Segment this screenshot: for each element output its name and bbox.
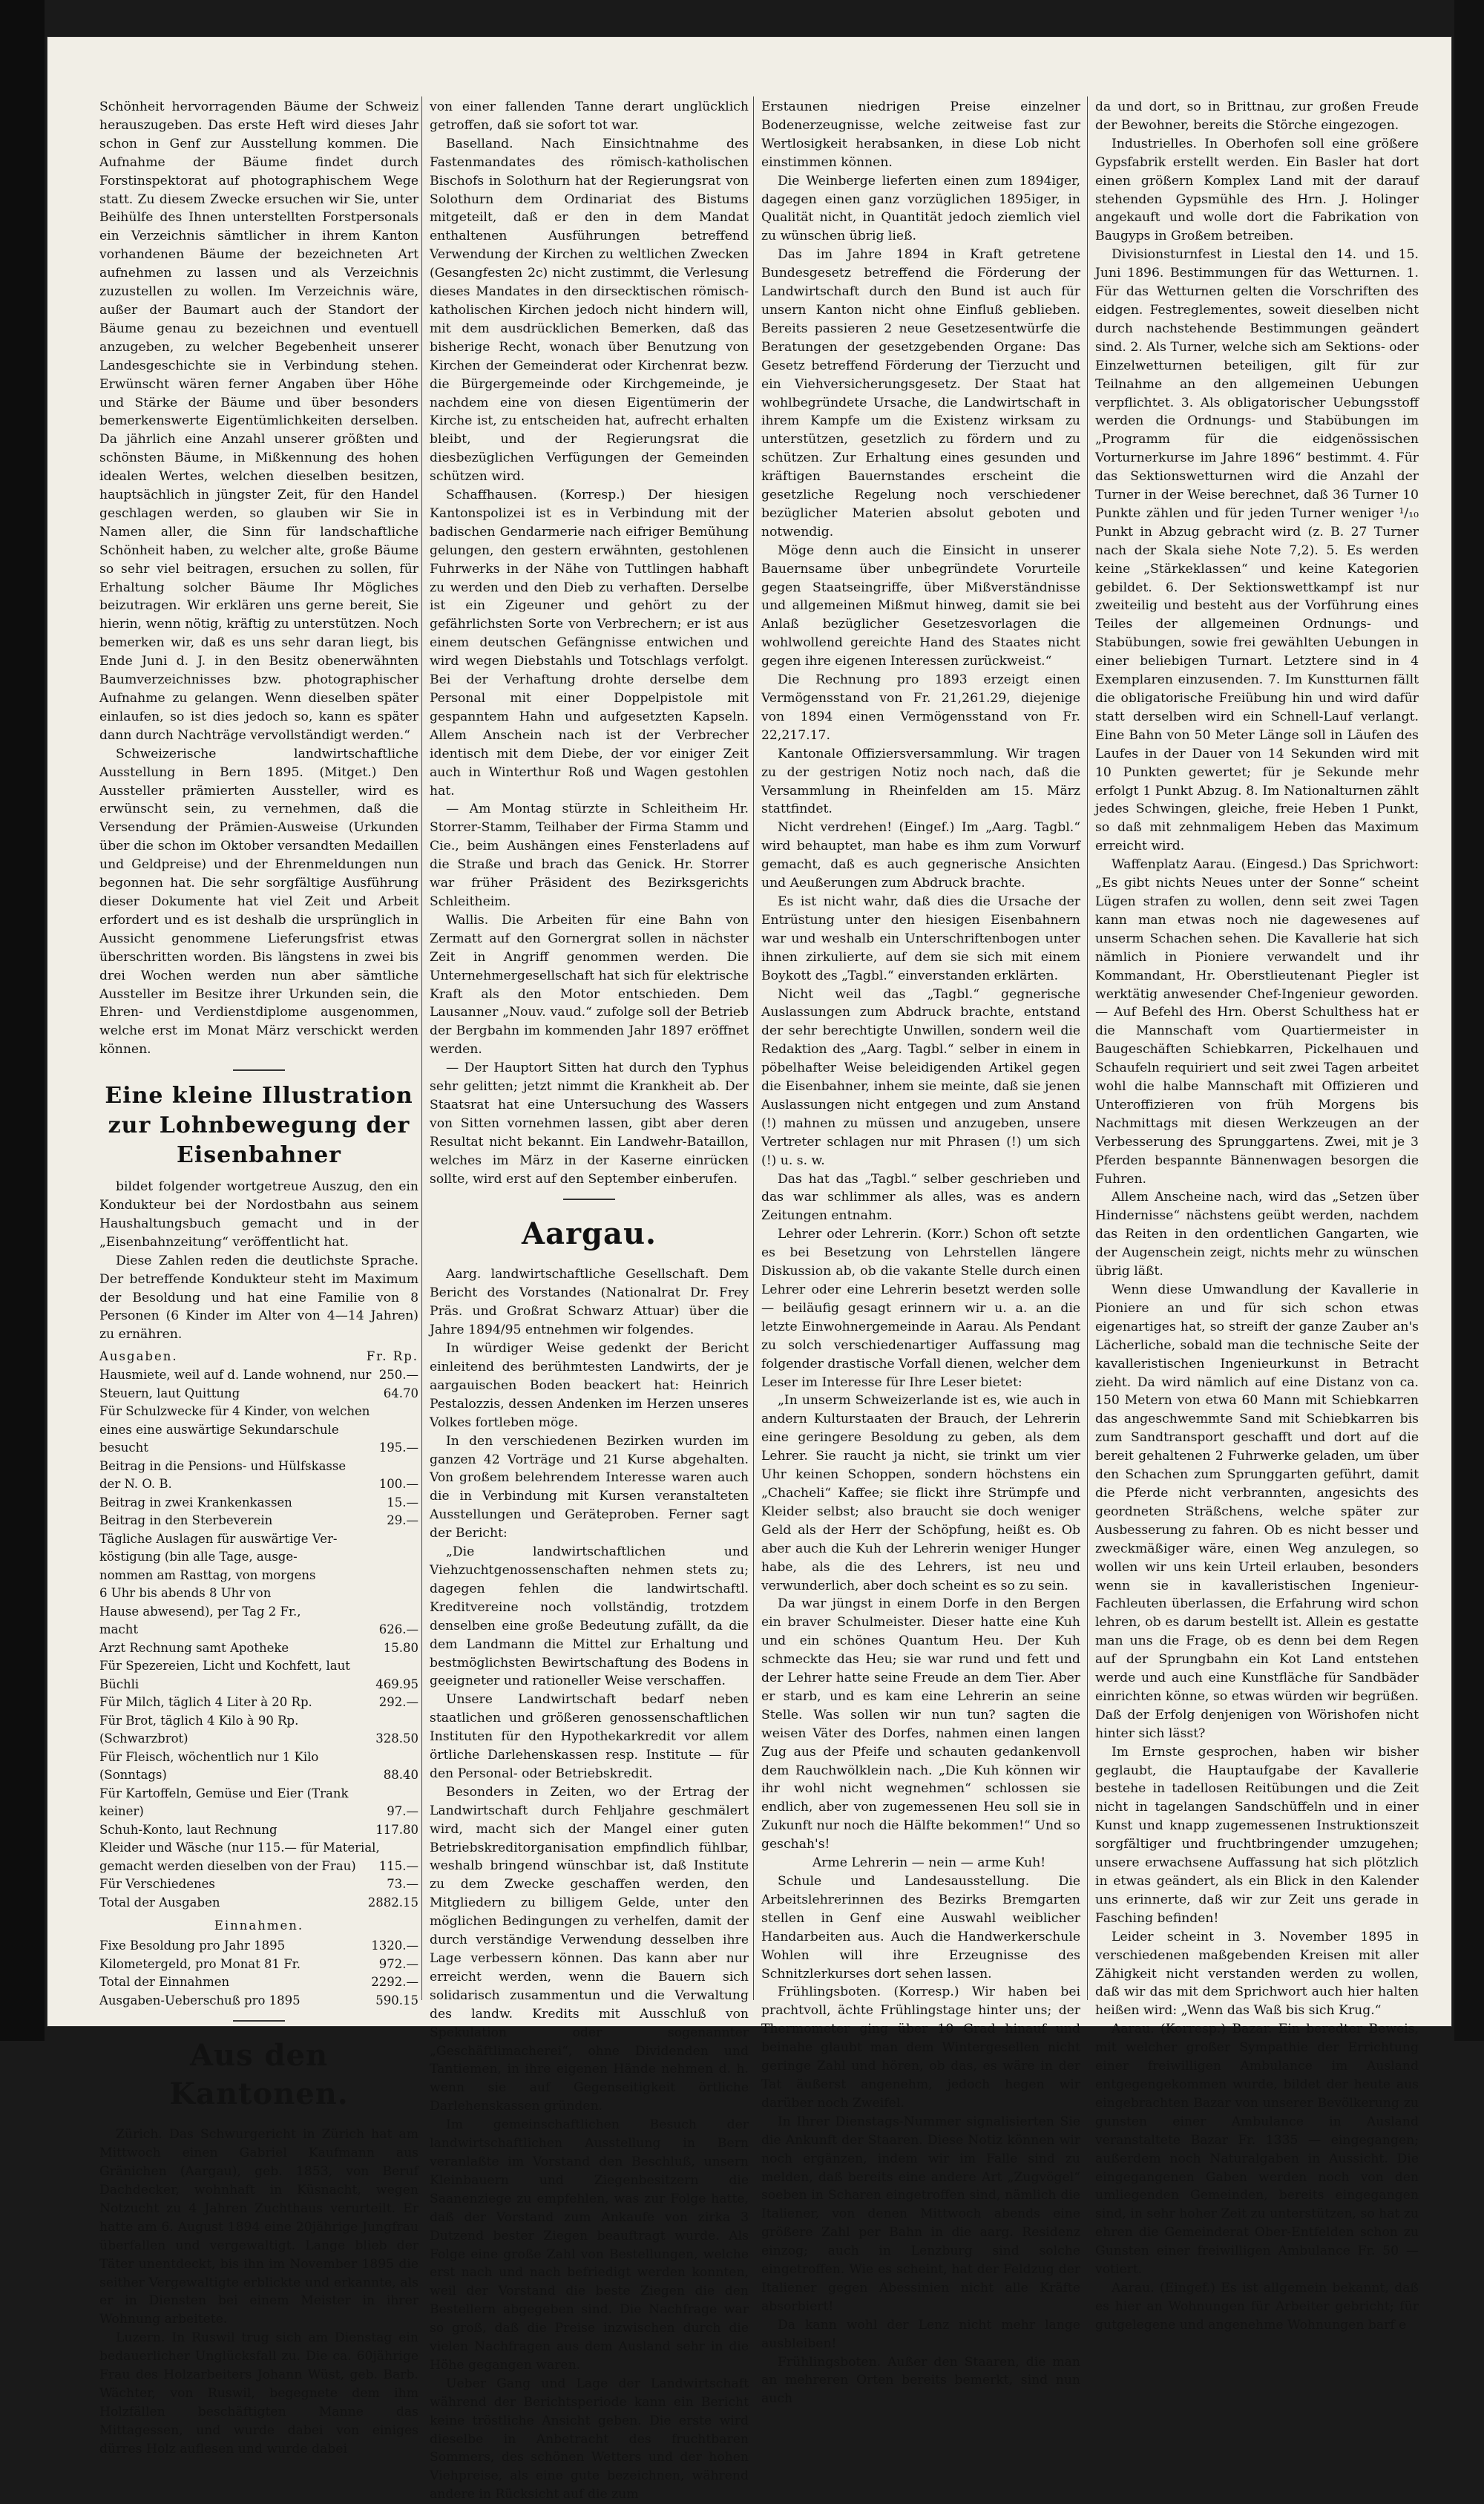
ledger-value: 626.— — [378, 1622, 418, 1637]
income-table — [99, 1937, 418, 2010]
article-baselland: Baselland. Nach Einsichtnahme des Fastenmandates des römisch-katholischen Bischofs in Solothurn hat der Regierungsrat von Solothurn dem Ordinariat des Bistums mitgeteilt, daß er den in dem Mandat enthaltenen Ausführungen betreffend Verwendung der Kirchen zu weltlichen Zwecken (Gesangfesten 2c) nicht zustimmt, die Verlesung dieses Mandates in den dirsecktischen römisch-katholischen Kirchen jedoch nicht hindern will, mit dem ausdrücklichen Bemerken, daß das bisherige Recht, wonach über Benutzung von Kirchen der Gemeinderat oder Kirchenrat bezw. die Bürgergemeinde oder Kirchgemeinde, je nachdem eine von diesen Eigentümerin der Kirche ist, zu entscheiden hat, aufrecht erhalten bleibt, und der Regierungsrat die diesbezüglichen Verfügungen der Gemeinden schützen wird. — [430, 136, 749, 485]
ledger-value — [414, 1530, 418, 1549]
article-landwirtschaftliche-gesellschaft: Aarg. landwirtschaftliche Gesellschaft. Dem Bericht des Vorstandes (Nationalrat Dr. Frey Präs. und Großrat Schwarz Attuar) über die Jahre 1894/95 entnehmen wir folgendes. — [430, 1267, 749, 1338]
column-3 — [761, 98, 1080, 2407]
ledger-label: 6 Uhr bis abends 8 Uhr von — [99, 1586, 272, 1601]
ledger-label: Für Spezereien, Licht und Kochfett, laut — [99, 1659, 350, 1674]
ledger-label: Hause abwesend), per Tag 2 Fr., — [99, 1604, 301, 1619]
ledger-row — [99, 1548, 418, 1567]
ledger-label: eines eine auswärtige Sekundarschule — [99, 1422, 339, 1437]
article-fruehlingsboten: Frühlingsboten. (Korresp.) Wir haben bei prachtvoll, ächte Frühlingstage hinter uns; der Thermometer ging über 10 Grad hinauf und beinahe glaubt man dem Wintergesellen nicht geringe Zahl und hören, ob das, es wäre in der Tat äußerst angenehm, jedoch hegen wir darüber noch Zweifel. — [761, 1984, 1080, 2111]
ledger-label: Total der Ausgaben — [99, 1895, 220, 1910]
ledger-row — [99, 1657, 418, 1676]
ledger-row — [99, 1748, 418, 1767]
article-text: Erstaunen niedrigen Preise einzelner Bodenerzeugnisse, welche zeitweise fast zur Wertlosigkeit herabsanken, in diese Lob nicht einstimmen können. — [761, 99, 1080, 170]
ledger-row — [99, 1421, 418, 1440]
ledger-row — [99, 1839, 418, 1858]
ledger-value: 88.40 — [383, 1768, 418, 1783]
currency-col-rp: Rp. — [393, 1349, 418, 1364]
ledger-value: 15.80 — [383, 1640, 418, 1655]
ledger-row — [99, 1385, 418, 1403]
ledger-label: Total der Einnahmen — [99, 1975, 230, 1990]
ledger-label: Ausgaben-Ueberschuß pro 1895 — [99, 1993, 301, 2008]
newspaper-page — [47, 37, 1451, 2503]
ledger-row — [99, 1937, 418, 1956]
ledger-label: der N. O. B. — [99, 1477, 172, 1492]
article-text: von einer fallenden Tanne derart unglücklich getroffen, daß sie sofort tot war. — [430, 99, 749, 133]
ledger-row — [99, 1875, 418, 1894]
ledger-label: (Sonntags) — [99, 1768, 167, 1783]
ledger-row — [99, 1403, 418, 1421]
article-text: Da war jüngst in einem Dorfe in den Bergen ein braver Schulmeister. Dieser hatte eine Kuh und ein schönes Quantum Heu. Der Kuh schmeckte das Heu; sie war rund und fett und der Lehrer hatte seine Freude an dem Tier. Aber er starb, und es kam eine Lehrerin an seine Stelle. Was sollen wir nun tun? sagten die weisen Väter des Dorfes, nahmen einen langen Zug aus der Pfeife und schauten gedankenvoll dem Rauchwölklein nach. „Die Kuh können wir ihr wohl nicht wegnehmen“ schlossen sie endlich, aber von zugemessenen Heu soll sie in Zukunft nur noch die Hälfte bekommen!“ Und so geschah's! — [761, 1596, 1080, 1852]
ledger-label: Beitrag in den Sterbeverein — [99, 1513, 273, 1528]
ledger-row — [99, 1785, 418, 1803]
article-text: Arme Lehrerin — nein — arme Kuh! — [812, 1855, 1046, 1871]
ledger-value — [414, 1603, 418, 1622]
ledger-row — [99, 1858, 418, 1876]
article-text: Da kann wohl der Lenz nicht mehr lange ausbleiben! — [761, 2317, 1080, 2351]
ledger-value: 292.— — [378, 1695, 418, 1710]
article-landwirtschaftliche-ausstellung: Schweizerische landwirtschaftliche Ausstellung in Bern 1895. (Mitget.) Den Aussteller prämierten Aussteller, wird es erwünscht sein, zu vernehmen, daß die Versendung der Prämien-Ausweise (Urkunden über die schon im Oktober versandten Medaillen und Geldpreise) und der Ehrenmeldungen nun begonnen hat. Die sehr sorgfältige Ausführung dieser Dokumente hat viel Zeit und Arbeit erfordert und es ist deshalb die ursprünglich in Aussicht genommene Lieferungsfrist etwas überschritten worden. Bis längstens in zwei bis drei Wochen werden nun aber sämtliche Aussteller im Besitze ihrer Urkunden sein, die Ehren- und Verdienstdiplome ausgenommen, welche erst im Monat März verschickt werden können. — [99, 746, 418, 1058]
ledger-label: Arzt Rechnung samt Apotheke — [99, 1640, 289, 1655]
column-rule — [753, 96, 754, 2000]
ledger-value: 469.95 — [375, 1677, 418, 1691]
ledger-value: 117.80 — [375, 1822, 418, 1837]
article-text: Ueber Gang und Lage der Landwirtschaft während der Berichtsperiode kann ein Bericht keine tröstliche Ansicht geben. Die erste wird dieselbe in Anbetracht des fruchtbaren Sommers, des schönen Wetters und der hohen Viehpreise, als eine gute bezeichnen, während andere in Rücksicht auf die zum — [430, 2376, 749, 2503]
ledger-value — [414, 1403, 418, 1421]
article-aarau-bazar: Aarau. (Korresp.) Bazar. Ein beredter Beweis, mit welcher großer Sympathie der Errichtung einer freiwilligen Ambulance im Ausland entgegengekommen wurde, bildet der heute aus eingebrachten Bazar von unserer Bevölkerung zu gunsten einer Ambulance in Ausland veranstaltete Bazar Fr. 1335 — eingegangen; außerdem noch Naturalgaben in Aussicht. Die eingegangenen Gaben werden noch von den umliegenden Gemeinden, bereits eingegangen sind, in sehr hoher Zeit zu unterstützen, so hat zu ehren die Gemeinderat Ober-Entfelden schon zu Gunsten einer freiwilligen Ambulance Fr. 50 — votiert. — [1095, 2022, 1419, 2278]
ledger-value: 73.— — [387, 1877, 418, 1892]
ledger-value — [414, 1421, 418, 1440]
ledger-label: Tägliche Auslagen für auswärtige Ver- — [99, 1531, 338, 1546]
ledger-value: 972.— — [378, 1956, 418, 1971]
expenses-heading: Ausgaben. — [99, 1349, 178, 1364]
ledger-value: 15.— — [387, 1495, 418, 1510]
ledger-row — [99, 1694, 418, 1712]
ledger-row — [99, 1956, 418, 1974]
expenses-table-header — [99, 1347, 418, 1366]
ledger-value — [414, 1584, 418, 1603]
ledger-row — [99, 1803, 418, 1821]
section-heading-lohnbewegung: Eine kleine Illustration zur Lohnbewegung der Eisenbahner — [105, 1083, 413, 1169]
article-text: In Ihrer Dienstags-Nummer signalisierten Sie die Ankunft der Staaren. Diese Notiz können wir noch ergänzen, indem wir im Falle sind zu melden, daß bereits eine andere Art „Zugvögel“ soeben in Scharen eingetroffen sind, nämlich die Italiener, von denen Mittwoch abends eine größere Zahl per Bahn in die aarg. Residenz einzog; auch in Lenzburg sind solche eingetroffen. Wie es scheint, hat der Feldzug der Italiener gegen Abessinien nicht alle Kräfte absorbiert! — [761, 2114, 1080, 2314]
article-text: — Der Hauptort Sitten hat durch den Typhus sehr gelitten; jetzt nimmt die Krankheit ab. Der Staatsrat hat eine Untersuchung des Wassers von Sitten vornehmen lassen, gibt aber deren Resultat nicht bekannt. Ein Landwehr-Bataillon, welches im März in der Kaserne einrücken sollte, wird erst auf den September einberufen. — [430, 1061, 749, 1187]
article-text: Unsere Landwirtschaft bedarf neben staatlichen und größeren genossenschaftlichen Instituten für den Hypothekarkredit vor allem örtliche Darlehenskassen resp. Institute — für den Personal- oder Betriebskredit. — [430, 1692, 749, 1781]
article-text: bildet folgender wortgetreue Auszug, den ein Kondukteur bei der Nordostbahn aus seinem Haushaltungsbuch gemacht und in der „Eisenbahnzeitung“ veröffentlicht hat. — [99, 1179, 418, 1250]
ledger-label: besucht — [99, 1441, 148, 1455]
article-text: Das hat das „Tagbl.“ selber geschrieben und das war schlimmer als alles, was es andern Zeitungen entnahm. — [761, 1171, 1080, 1224]
separator-rule — [563, 1199, 615, 1200]
ledger-value: 195.— — [378, 1441, 418, 1455]
ledger-row — [99, 1894, 418, 1913]
ledger-label: keiner) — [99, 1804, 144, 1819]
article-luzern: Luzern. In Ruswil trug sich am Dienstag ein bedauerlicher Unglücksfall zu. Die ca. 60jährige Frau des Holzarbeiters Johann Wüst, geb. Barb. Wächter, von Ruswil, begegnete dem ihm Holzfällen beschäftigten Manne das Mittagessen, und wurde dabei von einiges dürres Holz auflesen und wurde dabei — [99, 2330, 418, 2457]
scanner-edge-right — [1454, 0, 1484, 2041]
ledger-label: Für Fleisch, wöchentlich nur 1 Kilo — [99, 1749, 319, 1764]
article-text: Leider scheint in 3. November 1895 in verschiedenen maßgebenden Kreisen mit aller Zähigkeit nicht verstanden werden zu wollen, daß wir das mit dem Sprichwort auch hier halten heißen wird: „Wenn das Waß bis sich Krug.“ — [1095, 1929, 1419, 2019]
article-aarau-wohnungen: Aarau. (Eingef.) Es ist allgemein bekannt, daß es hier an Wohnungen für Arbeiter gebricht; für gutgelegene und angenehme Wohnungen barf e — [1095, 2280, 1419, 2333]
ledger-value: 64.70 — [383, 1386, 418, 1400]
article-text: Es ist nicht wahr, daß dies die Ursache der Entrüstung unter den hiesigen Eisenbahnern war und weshalb ein Unterschriftenbogen unter ihnen zirkulierte, auf dem sie sich mit einem Boykott des „Tagbl.“ einverstanden erklärten. — [761, 894, 1080, 983]
ledger-value: 328.50 — [375, 1731, 418, 1746]
ledger-value: 29.— — [387, 1513, 418, 1528]
ledger-value — [414, 1839, 418, 1858]
article-text: „Die landwirtschaftlichen und Viehzuchtgenossenschaften nehmen stets zu; dagegen fehlen die landwirtschaftl. Kreditvereine noch vollständig, trotzdem denselben eine große Bedeutung zufällt, da die dem Landmann die Mittel zur Erhaltung und bestmöglichsten Bewirtschaftung des Bodens in geeigneter und rationeller Weise verschaffen. — [430, 1544, 749, 1689]
ledger-label: Beitrag in zwei Krankenkassen — [99, 1495, 292, 1510]
article-text: Im gemeinschaftlichen Besuch der landwirtschaftlichen Ausstellung in Bern veranlaßte im Vorstand den Beschluß, unsern Kleinbauern und Ziegenbesitzern die Saanenziege zu empfehlen, was zur Folge hatte, daß der Vorstand zum Ankaufe von zirka 3 Dutzend bester Ziegen beauftragt wurde. Als Folge eine große Zahl von Bestellungen, welche erst nach und nach befriedigt werden konnten, weil der Vorstand die beste Ziegen die den Bestellern abgegeben sind. Die Nachfrage war so groß, daß die Preise inzwischen durch die vielen Nachfragen aus dem Ausland sehr in die Höhe gegangen waren. — [430, 2117, 749, 2373]
ledger-row — [99, 1766, 418, 1785]
column-2 — [430, 98, 749, 2503]
article-text: In den verschiedenen Bezirken wurden im ganzen 42 Vorträge und 21 Kurse abgehalten. Von großem belehrendem Interesse waren auch die in Verbindung mit Kursen veranstalteten Ausstellungen und Geräteproben. Ferner sagt der Bericht: — [430, 1433, 749, 1541]
ledger-label: gemacht werden dieselben von der Frau) — [99, 1858, 356, 1873]
ledger-value: 97.— — [387, 1804, 418, 1819]
ledger-label: Büchli — [99, 1677, 139, 1691]
separator-rule — [233, 1069, 285, 1071]
ledger-value — [414, 1657, 418, 1676]
income-heading: Einnahmen. — [214, 1918, 304, 1933]
article-text: Schönheit hervorragenden Bäume der Schweiz herauszugeben. Das erste Heft wird dieses Jahr schon in Genf zur Ausstellung kommen. Die Aufnahme der Bäume findet durch Forstinspektorat auf photographischem Wege statt. Zu diesem Zwecke ersuchen wir Sie, unter Beihülfe des Ihnen unterstellten Forstpersonals ein Verzeichnis sämtlicher in ihrem Kanton vorhandenen Bäume der bezeichneten Art aufnehmen zu lassen und als Verzeichnis zuzustellen zu wollen. Im Verzeichnis wäre, außer der Baumart auch der Standort der Bäume genau zu bezeichnen und eventuell anzugeben, zu welcher Begebenheit unserer Landesgeschichte sie in Verbindung stehen. Erwünscht wären ferner Angaben über Höhe und Stärke der Bäume und über besonders bemerkenswerte Eigentümlichkeiten derselben. Da jährlich eine Anzahl unserer größten und schönsten Bäume, in Mißkennung des hohen idealen Wertes, welchen dieselben besitzen, hauptsächlich in jüngster Zeit, für den Handel geschlagen werden, so glauben wir Sie in Namen aller, die Sinn für landschaftliche Schönheit haben, zu welcher alte, große Bäume so sehr viel beitragen, ersuchen zu sollen, für Erhaltung solcher Bäume Ihr Mögliches beizutragen. Wir erklären uns gerne bereit, Sie hierin, wenn nötig, kräftig zu unterstützen. Noch bemerken wir, daß es uns sehr daran liegt, bis Ende Juni d. J. in den Besitz obenerwähnten Baumverzeichnisses bzw. photographischer Aufnahme zu gelangen. Wenn dieselben später einlaufen, so ist dies jedoch so, kann es später dann durch Nachträge vervollständigt werden.“ — [99, 99, 418, 743]
section-heading-aargau: Aargau. — [522, 1216, 657, 1252]
article-wallis: Wallis. Die Arbeiten für eine Bahn von Zermatt auf den Gornergrat sollen in nächster Zeit in Angriff genommen werden. Die Unternehmergesellschaft hat sich für elektrische Kraft als den Motor entschieden. Dem Lausanner „Nouv. vaud.“ zufolge soll der Betrieb der Bergbahn im kommenden Jahr 1897 eröffnet werden. — [430, 912, 749, 1058]
article-waffenplatz-aarau: Waffenplatz Aarau. (Eingesd.) Das Sprichwort: „Es gibt nichts Neues unter der Sonne“ scheint Lügen strafen zu wollen, denn seit zwei Tagen kann man etwas noch nie dagewesenes auf unserm Schachen sehen. Die Kavallerie hat sich nämlich in Pioniere verwandelt und ihr Kommandant, Hr. Oberstlieutenant Piegler ist werktätig anwesender Chef-Ingenieur geworden. — Auf Befehl des Hrn. Oberst Schulthess hat er die Mannschaft vom Quartiermeister in Baugeschäften Schiebkarren, Pickelhauen und Schaufeln requiriert und seit zwei Tagen arbeitet wohl die halbe Mannschaft mit Offizieren und Unteroffizieren von früh Morgens bis Nachmittags mit diesen Werkzeugen an der Verbesserung des Sprunggartens. Zwei, mit je 3 Pferden bespannte Bännenwagen besorgen die Fuhren. — [1095, 857, 1419, 1187]
ledger-label: köstigung (bin alle Tage, ausge- — [99, 1550, 298, 1564]
article-schaffhausen: Schaffhausen. (Korresp.) Der hiesigen Kantonspolizei ist es in Verbindung mit der badischen Gendarmerie nach eifriger Bemühung gelungen, den gestern erwähnten, gestohlenen Fuhrwerks in der Nähe von Tuttlingen habhaft zu werden und den Dieb zu verhaften. Derselbe ist ein Zigeuner und gehört zu der gefährlichsten Sorte von Verbrechern; er ist aus einem deutschen Gefängnisse entwichen und wird wegen Diebstahls und Totschlags verfolgt. Bei der Verhaftung drohte derselbe dem Personal mit einer Doppelpistole mit gespanntem Hahn und aufgesetzten Kapseln. Allem Anschein nach ist der Verbrecher identisch mit dem Diebe, der vor einiger Zeit auch in Winterthur Roß und Wagen gestohlen hat. — [430, 488, 749, 799]
column-1 — [99, 98, 418, 2457]
ledger-row — [99, 1475, 418, 1494]
article-text: Allem Anscheine nach, wird das „Setzen über Hindernisse“ nächstens geübt werden, nachdem das Reiten in den ordentlichen Gangarten, wie der Augenschein zeigt, nichts mehr zu wünschen übrig läßt. — [1095, 1190, 1419, 1279]
article-text: Nicht weil das „Tagbl.“ gegnerische Auslassungen zum Abdruck brachte, entstand der sehr berechtigte Unwillen, sondern weil die Redaktion des „Aarg. Tagbl.“ selber in einem in pöbelhafter Weise beleidigenden Artikel gegen die Eisenbahner, inhem sie meinte, daß sie jenen Auslassungen nicht entgegen und zum Anstand (!) mahnen zu müssen und anzugeben, unsere Vertreter schlagen nur mit Phrasen (!) um sich (!) u. s. w. — [761, 986, 1080, 1168]
ledger-value — [414, 1458, 418, 1476]
ledger-label: Steuern, laut Quittung — [99, 1386, 240, 1400]
separator-rule — [233, 2020, 285, 2022]
ledger-label: Für Kartoffeln, Gemüse und Eier (Trank — [99, 1786, 349, 1800]
column-4 — [1095, 98, 1419, 2333]
ledger-row — [99, 1567, 418, 1585]
ledger-value — [414, 1748, 418, 1767]
ledger-row — [99, 1458, 418, 1476]
article-nicht-verdrehen: Nicht verdrehen! (Eingef.) Im „Aarg. Tagbl.“ wird behauptet, man habe es ihm zum Vorwurf gemacht, daß es auch gegnerische Ansichten und Aeußerungen zum Abdruck brachte. — [761, 820, 1080, 891]
ledger-value — [414, 1567, 418, 1585]
ledger-label: Für Schulzwecke für 4 Kinder, von welchen — [99, 1404, 370, 1419]
article-text: In würdiger Weise gedenkt der Bericht einleitend des berühmtesten Landwirts, der je aargauischen Boden beackert hat: Heinrich Pestalozzis, dessen Andenken im Herzen unseres Volkes fortleben möge. — [430, 1341, 749, 1430]
ledger-row — [99, 1494, 418, 1512]
ledger-row — [99, 1366, 418, 1385]
ledger-value — [414, 1548, 418, 1567]
ledger-row — [99, 1973, 418, 1992]
ledger-value: 250.— — [378, 1368, 418, 1383]
ledger-row — [99, 1584, 418, 1603]
article-text: Das im Jahre 1894 in Kraft getretene Bundesgesetz betreffend die Förderung der Landwirtschaft durch den Bund ist auch für unsern Kanton nicht ohne Einfluß geblieben. Bereits passieren 2 neue Gesetzesentwürfe die Beratungen der gesetzgebenden Organe: Das Gesetz betreffend Förderung der Tierzucht und ein Viehversicherungsgesetz. Der Staat hat wohlbegründete Ursache, die Landwirtschaft in ihrem Kampfe um die Existenz wirksam zu unterstützen, gesetzlich zu fördern und zu schützen. Zur Erhaltung eines gesunden und kräftigen Bauernstandes erscheint die gesetzliche Regelung noch verschiedener bezüglicher Materien absolut geboten und notwendig. — [761, 247, 1080, 540]
article-text: — Am Montag stürzte in Schleitheim Hr. Storrer-Stamm, Teilhaber der Firma Stamm und Cie., beim Aushängen eines Fensterladens auf die Straße und brach das Genick. Hr. Storrer war früher Präsident des Bezirksgerichts Schleitheim. — [430, 802, 749, 909]
ledger-value: 2882.15 — [367, 1895, 418, 1910]
ledger-row — [99, 1530, 418, 1549]
ledger-label: Für Milch, täglich 4 Liter à 20 Rp. — [99, 1695, 312, 1710]
ledger-label: macht — [99, 1622, 138, 1637]
expenses-table — [99, 1366, 418, 1912]
ledger-label: Für Verschiedenes — [99, 1877, 215, 1892]
ledger-label: Für Brot, täglich 4 Kilo à 90 Rp. — [99, 1713, 299, 1728]
article-text: da und dort, so in Brittnau, zur großen Freude der Bewohner, bereits die Störche eingezogen. — [1095, 99, 1419, 133]
article-text: Die Weinberge lieferten einen zum 1894iger, dagegen einen ganz vorzüglichen 1895iger, in Qualität nicht, in Quantität jedoch ziemlich viel zu wünschen übrig ließ. — [761, 173, 1080, 244]
ledger-label: nommen am Rasttag, von morgens — [99, 1567, 316, 1582]
ledger-row — [99, 1676, 418, 1694]
column-rule — [1087, 96, 1088, 2000]
article-text: Besonders in Zeiten, wo der Ertrag der Landwirtschaft durch Fehljahre geschmälert wird, macht sich der Mangel einer guten Betriebskreditorganisation empfindlich fühlbar, weshalb bringend wünschbar ist, daß Institute zu dem Zwecke geschaffen werden, den Mitgliedern zu billigem Gelde, unter den möglichen Bedingungen zu verhelfen, damit der durch verständige Verwendung desselben ihre Lage verbessern können. Das kann aber nur erreicht werden, wenn die Bauern sich solidarisch zusammentun und die Verwaltung des landw. Kredits mit Ausschluß von Spekulation oder sogenannter „Geschäftlimacherei“, ohne Dividenden und Tantiemen, in ihre eigenen Hände nehmen d. h. wenn sie auf Gegenseitigkeit örtliche Darlehenskassen gründen. — [430, 1784, 749, 2114]
ledger-row — [99, 1603, 418, 1622]
ledger-label: Schuh-Konto, laut Rechnung — [99, 1822, 278, 1837]
article-text: Möge denn auch die Einsicht in unserer Bauernsame über unbegründete Vorurteile gegen Staatseingriffe, über Mißverständnisse und allgemeinen Mißmut hinweg, damit sie bei Anlaß bezüglicher Gesetzesvorlagen die wohlwollend gereichte Hand des Staates nicht gegen ihre eigenen Interessen zurückweist.“ — [761, 543, 1080, 669]
ledger-label: Kleider und Wäsche (nur 115.— für Material, — [99, 1841, 380, 1855]
ledger-value: 2292.— — [371, 1975, 418, 1990]
section-heading-kantonen: Aus den Kantonen. — [169, 2038, 349, 2112]
scanner-edge-left — [0, 0, 45, 2041]
article-text: Diese Zahlen reden die deutlichste Sprache. Der betreffende Kondukteur steht im Maximum der Besoldung und hat eine Familie von 8 Personen (6 Kinder im Alter von 4—14 Jahren) zu ernähren. — [99, 1253, 418, 1343]
ledger-row — [99, 1712, 418, 1731]
article-fruehlingsboten-2: Frühlingsboten. Außer den Staaren, die man an mehreren Orten bereits bemerkt, sind nun auch — [761, 2354, 1080, 2407]
ledger-value: 1320.— — [371, 1938, 418, 1953]
column-rule — [421, 96, 422, 2000]
ledger-value — [414, 1712, 418, 1731]
article-offiziersversammlung: Kantonale Offiziersversammlung. Wir tragen zu der gestrigen Notiz noch nach, daß die Versammlung in Rheinfelden am 15. März stattfindet. — [761, 746, 1080, 817]
article-text: Wenn diese Umwandlung der Kavallerie in Pioniere an und für sich schon etwas eigenartiges hat, so streift der ganze Zauber an's Lächerliche, sobald man die technische Seite der kavalleristischen Ingenieurkunst in Betracht zieht. Da wird nämlich auf eine Distanz von ca. 150 Metern von etwa 60 Mann mit Schiebkarren das angeschwemmte Sand mit Schiebkarren bis zum Sandtransport geschafft und dort auf die bereit gehaltenen 2 Fuhrwerke geladen, um über den Schachen zum Sprunggarten geführt, damit die Pferde nicht verbrannten, angesichts des geordneten Sträßchens, welche später zur Ausbesserung zu fahren. Ob es nicht besser und zweckmäßiger wäre, einen Weg anzulegen, so wollen wir uns kein Urteil erlauben, besonders wenn sie in kavalleristischen Ingenieur-Fachleuten überlassen, die Erfahrung wird schon lehren, ob es darum bestellt ist. Allein es gestatte man uns die Frage, ob es denn bei dem Regen auf der Sprungbahn ein Kot Land entstehen werde und auch eine Kunstfläche für Sandbäder einrichten könne, so etwas würden wir begrüßen. Daß der Erfolg denjenigen von Wörishofen nicht hinter sich lässt? — [1095, 1282, 1419, 1741]
article-text: „In unserm Schweizerlande ist es, wie auch in andern Kulturstaaten der Brauch, der Lehrerin eine geringere Besoldung zu geben, als dem Lehrer. Sie raucht ja nicht, sie trinkt um vier Uhr keinen Schoppen, sondern höchstens ein „Chacheli“ Kaffee; sie flickt ihre Strümpfe und Kleider selbst; also braucht sie doch weniger Geld als der Herr der Schöpfung, heißt es. Ob aber auch die Kuh der Lehrerin weniger Hunger habe, als die des Lehrers, ist neu und verwunderlich, aber doch scheint es so zu sein. — [761, 1393, 1080, 1593]
ledger-label: Hausmiete, weil auf d. Lande wohnend, nur — [99, 1368, 372, 1383]
article-text: Die Rechnung pro 1893 erzeigt einen Vermögensstand von Fr. 21,261.29, diejenige von 1894 einen Vermögensstand von Fr. 22,217.17. — [761, 672, 1080, 743]
article-industrielles: Industrielles. In Oberhofen soll eine größere Gypsfabrik erstellt werden. Ein Basler hat dort einen größern Komplex Land mit der darauf stehenden Gypsmühle des Hrn. J. Holinger angekauft und wolle dort die Fabrikation von Baugyps in Großem betreiben. — [1095, 136, 1419, 244]
article-text: Im Ernste gesprochen, haben wir bisher geglaubt, die Hauptaufgabe der Kavallerie bestehe in tadellosen Reitübungen und die Zeit nicht in tagelangen Sandschüffeln und in einer Kunst und knapp zugemessenen Instruktionszeit sorgfältiger und fruchtbringender umzugehen; unsere erwachsene Auffassung hat sich plötzlich in etwas geändert, als ein Blick in den Kalender uns erinnerte, daß wir zur Zeit uns gerade in Fasching befinden! — [1095, 1744, 1419, 1926]
ledger-label: Kilometergeld, pro Monat 81 Fr. — [99, 1956, 301, 1971]
article-zuerich: Zürich. Das Schwurgericht in Zürich hat am Mittwoch einen Gabriel Kaufmann aus Gränichen (Aargau), geb. 1853, von Beruf Dachdecker, wohnhaft in Küsnacht, wegen Notzucht zu 4 Jahren Zuchthaus verurteilt. Er hatte am 6. August 1894 eine 20jährige Jungfrau überfallen und vergewaltigt. Lange blieb der Täter unentdeckt, bis ihn im November 1895 die seither Vergewaltigte erblickte und erkannte, als er in Diensten bei einem Meister in ihrer Wohnung arbeitete. — [99, 2127, 418, 2327]
ledger-row — [99, 1821, 418, 1840]
ledger-row — [99, 1730, 418, 1748]
ledger-row — [99, 1992, 418, 2010]
ledger-label: Fixe Besoldung pro Jahr 1895 — [99, 1938, 286, 1953]
article-schule-landesausstellung: Schule und Landesausstellung. Die Arbeitslehrerinnen des Bezirks Bremgarten stellen in Genf eine Auswahl weiblicher Handarbeiten aus. Auch die Handwerkerschule Wohlen will ihre Erzeugnisse des Schnitzlerkurses dort sehen lassen. — [761, 1874, 1080, 1982]
ledger-value: 100.— — [378, 1477, 418, 1492]
currency-col-fr: Fr. — [366, 1349, 388, 1364]
ledger-label: (Schwarzbrot) — [99, 1731, 188, 1746]
ledger-value: 590.15 — [375, 1993, 418, 2008]
ledger-row — [99, 1639, 418, 1658]
article-divisionsturnfest: Divisionsturnfest in Liestal den 14. und 15. Juni 1896. Bestimmungen für das Wetturnen. 1. Für das Wetturnen gelten die Vorschriften des eidgen. Festreglementes, soweit dieselben nicht durch nachstehende Bestimmungen geändert sind. 2. Als Turner, welche sich am Sektions- oder Einzelwetturnen beteiligen, gilt für zur Teilnahme an den allgemeinen Uebungen verpflichtet. 3. Als obligatorischer Uebungsstoff werden die Ordnungs- und Stabübungen im „Programm für die eidgenössischen Vorturnerkurse im Jahre 1896“ bestimmt. 4. Für das Sektionswetturnen wird die Anzahl der Turner in der Weise berechnet, daß 36 Turner 10 Punkte zählen und für jeden Turner weniger ¹/₁₀ Punkt in Abzug gebracht wird (z. B. 27 Turner nach der Skala siehe Note 7,2). 5. Es werden keine „Stärkeklassen“ und keine Kategorien gebildet. 6. Der Sektionswettkampf ist nur zweiteilig und besteht aus der Vorführung eines Teiles der allgemeinen Ordnungs- und Stabübungen, sowie frei gewählten Uebungen in einer beliebigen Turnart. Letztere sind in 4 Exemplaren einzusenden. 7. Im Kunstturnen fällt die obligatorische Freiübung hin und wird dafür statt derselben wird ein Schnell-Lauf verlangt. Eine Bahn von 50 Meter Länge soll in Läufen des Laufes in der Dauer von 14 Sekunden wird mit 10 Punkten gewertet; für je Sekunde mehr erfolgt 1 Punkt Abzug. 8. Im Nationalturnen zählt jedes Schwingen, gleiche, freie Heben 1 Punkt, so daß mit zehnmaligem Heben das Maximum erreicht wird. — [1095, 247, 1419, 854]
ledger-value: 115.— — [378, 1858, 418, 1873]
article-lehrer-oder-lehrerin: Lehrer oder Lehrerin. (Korr.) Schon oft setzte es bei Besetzung von Lehrstellen längere Diskussion ab, ob die vakante Stelle durch einen Lehrer oder eine Lehrerin besetzt werden solle — beiläufig gesagt erinnern wir u. a. an die letzte Einwohnergemeinde in Aarau. Als Pendant zu solch verschiedenartiger Auffassung mag folgender drastische Vorfall dienen, welcher dem Leser im Interesse für Ihre Leser bietet: — [761, 1227, 1080, 1390]
ledger-row — [99, 1512, 418, 1530]
ledger-row — [99, 1621, 418, 1639]
ledger-value — [414, 1785, 418, 1803]
ledger-row — [99, 1439, 418, 1458]
ledger-label: Beitrag in die Pensions- und Hülfskasse — [99, 1458, 347, 1473]
